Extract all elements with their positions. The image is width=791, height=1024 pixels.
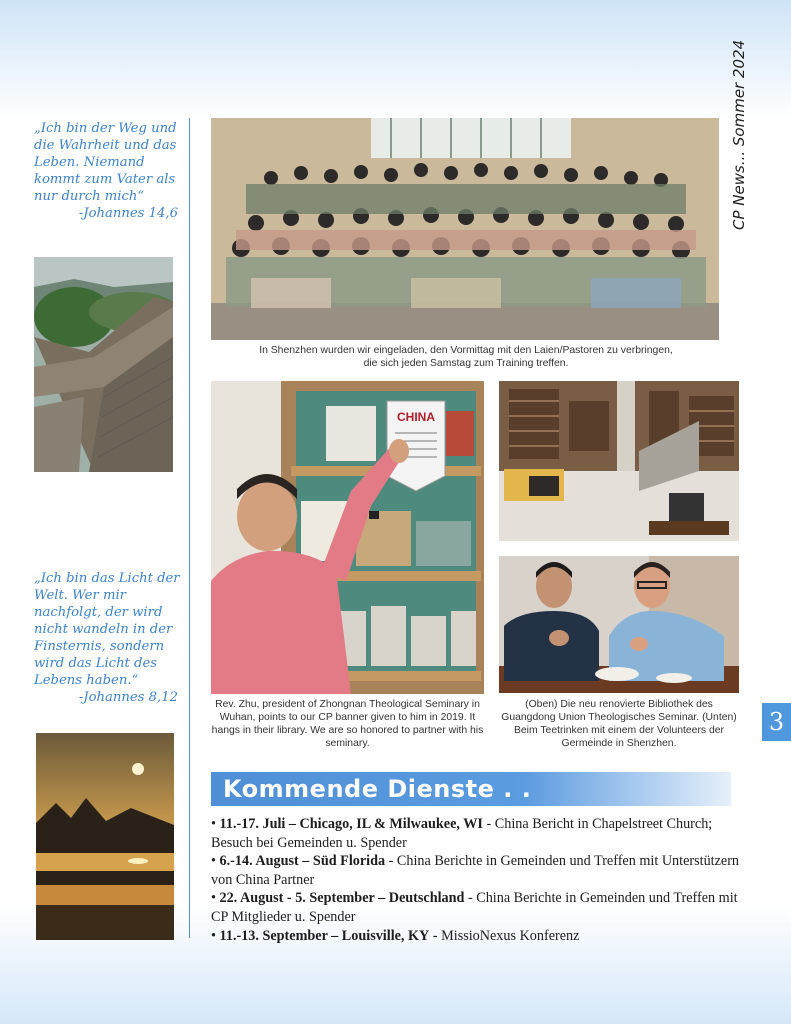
bible-quote-2 [34,570,182,706]
services-heading-banner [211,772,731,806]
sunset-lake-photo [36,733,174,940]
seminary-library-photo [499,381,739,541]
service-date-location: 6.-14. August – Süd Florida [219,853,386,870]
service-description: - China Berichte in Gemeinden und Treffen mit CP Mitglieder u. Spender [211,890,738,925]
service-item: • 11.-17. Juli – Chicago, IL & Milwaukee, WI - China Bericht in Chapelstreet Church; Besuch bei Gemeinden u. Spender [211,816,713,851]
service-description: - MissioNexus Konferenz [429,927,580,944]
page-number: 3 [762,703,791,741]
shenzhen-group-photo [211,118,719,340]
service-item: • 6.-14. August – Süd Florida - China Berichte in Gemeinden und Treffen mit Unterstützern von China Partner [211,853,740,888]
service-date-location: 11.-13. September – Louisville, KY [219,927,430,944]
service-date-location: 11.-17. Juli – Chicago, IL & Milwaukee, WI [219,816,483,832]
bible-quote-1 [34,120,182,222]
column-divider [189,118,190,938]
services-heading: Kommende Dienste . . [223,775,532,803]
group-photo-caption: In Shenzhen wurden wir eingeladen, den Vormittag mit den Laien/Pastoren zu verbringen, die sich jeden Samstag zum Training treffen. [259,345,673,369]
rev-zhu-photo [211,381,484,694]
quote-reference: -Johannes 8,12 [78,690,178,705]
service-description: - China Berichte in Gemeinden und Treffen mit Unterstützern von China Partner [211,853,740,888]
quote-text: „Ich bin das Licht der Welt. Wer mir nachfolgt, der wird nicht wandeln in der Finsternis, sondern wird das Licht des Lebens haben.“ [34,571,180,688]
tea-drinking-photo [499,556,739,693]
banner-title: CHINA [397,410,435,424]
quote-text: „Ich bin der Weg und die Wahrheit und das Leben. Niemand kommt zum Vater als nur durch mich“ [34,121,177,204]
rev-zhu-caption: Rev. Zhu, president of Zhongnan Theological Seminary in Wuhan, points to our CP banner given to him in 2019. It hangs in their library. We are so honored to partner with his seminary. [211,699,484,749]
services-list [211,815,741,945]
service-item: • 22. August - 5. September – Deutschland - China Berichte in Gemeinden und Treffen mit CP Mitglieder u. Spender [211,890,738,925]
service-date-location: 22. August - 5. September – Deutschland [219,890,465,907]
quote-reference: -Johannes 14,6 [78,206,178,221]
great-wall-photo [34,257,173,472]
service-description: - China Bericht in Chapelstreet Church; Besuch bei Gemeinden u. Spender [211,816,713,851]
publication-header: CP News... Sommer 2024 [730,39,748,230]
library-tea-caption: (Oben) Die neu renovierte Bibliothek des Guangdong Union Theologisches Seminar. (Unten) Beim Teetrinken mit einem der Volunteers der Germeinde in Shenzhen. [501,699,737,749]
service-item: • 11.-13. September – Louisville, KY - MissioNexus Konferenz [211,927,580,944]
